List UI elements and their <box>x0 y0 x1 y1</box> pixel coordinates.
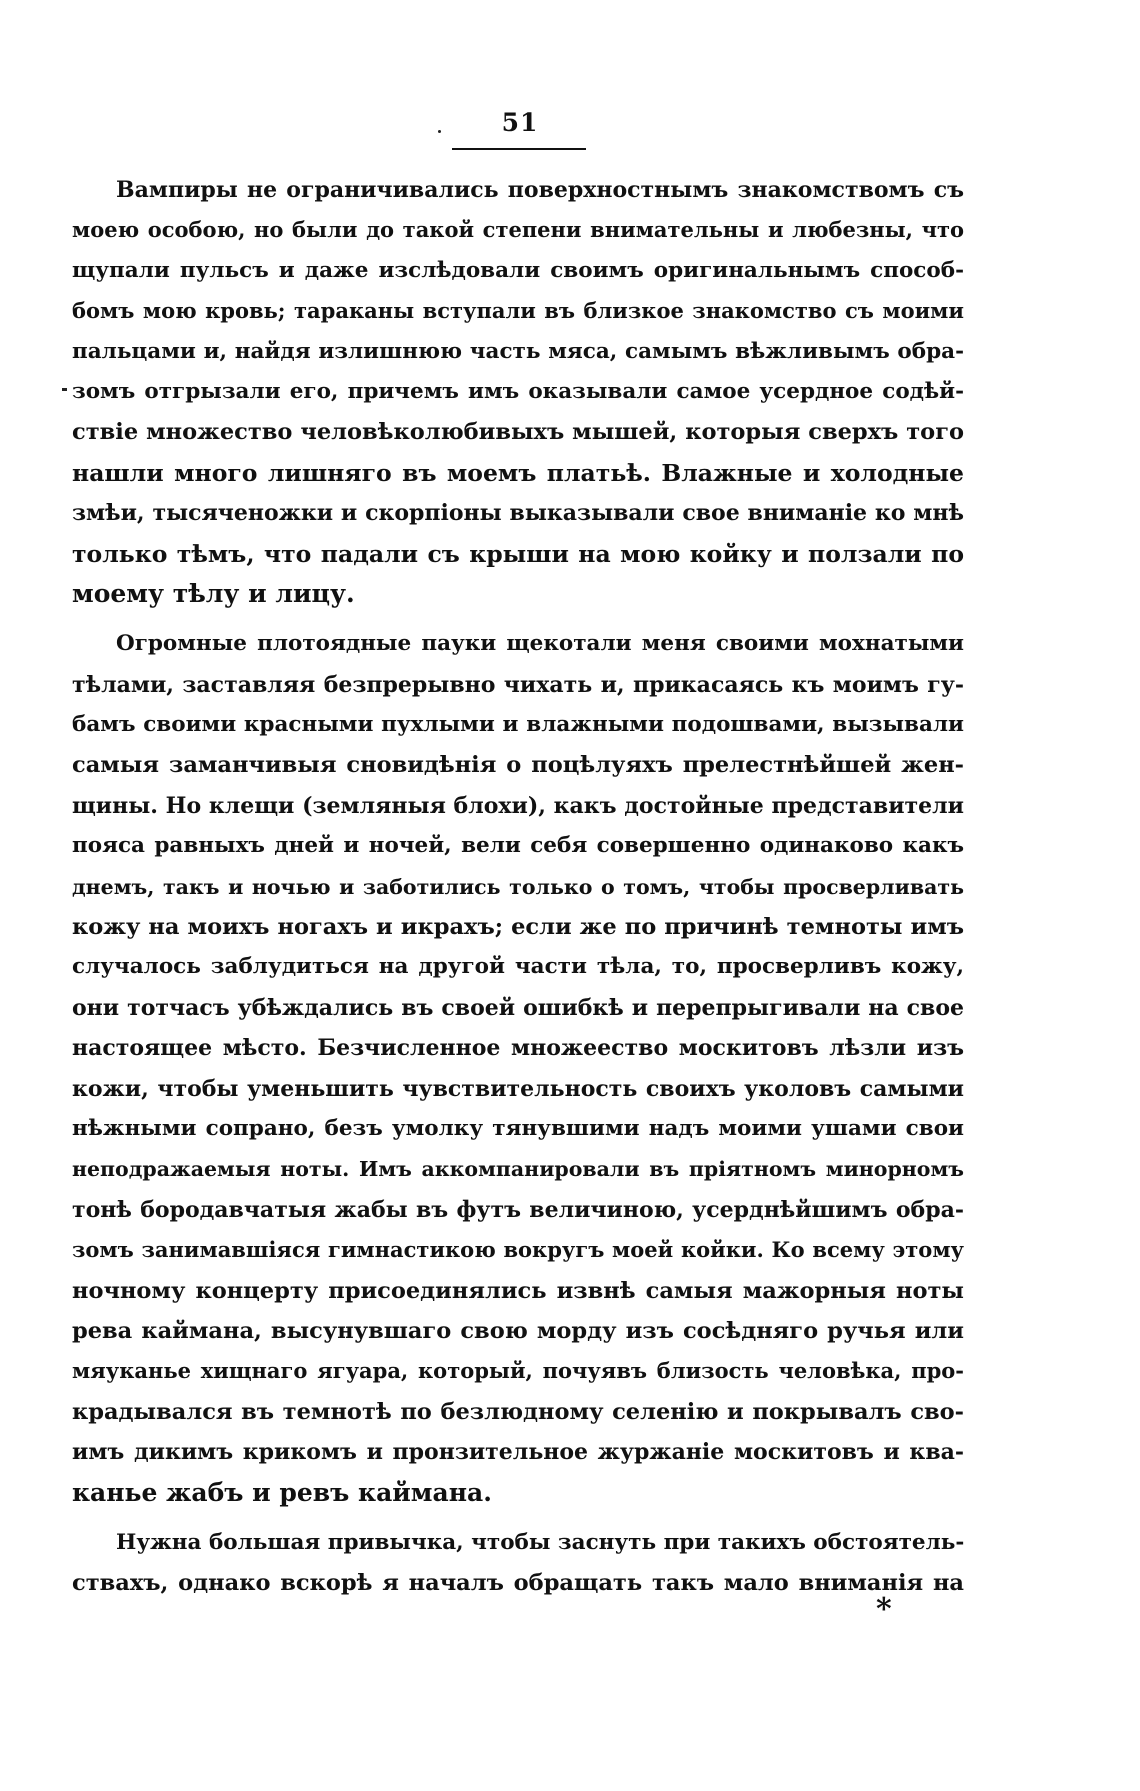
text-line: змѣи, тысяченожки и скорпіоны выказывали свое вниманіе ко мнѣ <box>72 500 964 527</box>
text-line: кожи, чтобы уменьшить чувствительность своихъ уколовъ самыми <box>72 1075 964 1102</box>
text-line: моему тѣлу и лицу. <box>72 578 355 608</box>
text-line: ствіе множество человѣколюбивыхъ мышей, которыя сверхъ того <box>72 419 964 446</box>
text-line: рева каймана, высунувшаго свою морду изъ сосѣдняго ручья или <box>72 1317 964 1344</box>
text-line: пояса равныхъ дней и ночей, вели себя совершенно одинаково какъ <box>72 833 964 859</box>
text-line: канье жабъ и ревъ каймана. <box>72 1477 492 1507</box>
text-line: тѣлами, заставляя безпрерывно чихать и, прикасаясь къ моимъ гу- <box>72 671 964 698</box>
page-number: 51 <box>501 108 539 137</box>
text-line: тонѣ бородавчатыя жабы въ футъ величиною, усерднѣйшимъ обра- <box>72 1196 964 1223</box>
text-line: они тотчасъ убѣждались въ своей ошибкѣ и перепрыгивали на свое <box>72 994 964 1021</box>
paragraph-1 <box>72 170 964 614</box>
text-line: крадывался въ темнотѣ по безлюдному селенію и покрывалъ сво- <box>72 1398 964 1425</box>
text-line: ствахъ, однако вскорѣ я началъ обращать такъ мало вниманія на <box>72 1570 964 1597</box>
text-line: щины. Но клещи (земляныя блохи), какъ достойные представители <box>72 792 964 819</box>
text-line: нашли много лишняго въ моемъ платьѣ. Влажные и холодные <box>72 458 964 487</box>
text-line: Огромные плотоядные пауки щекотали меня своими мохнатыми <box>116 631 964 657</box>
text-line: Нужна большая привычка, чтобы заснуть при такихъ обстоятель- <box>116 1529 964 1555</box>
text-line: бомъ мою кровь; тараканы вступали въ близкое знакомство съ моими <box>72 298 964 324</box>
margin-tick <box>62 388 67 391</box>
text-line: Вампиры не ограничивались поверхностнымъ знакомствомъ съ <box>116 177 964 203</box>
text-line: ночному концерту присоединялись извнѣ самыя мажорныя ноты <box>72 1277 964 1304</box>
paragraph-3 <box>72 1523 964 1604</box>
header-rule <box>452 148 586 150</box>
text-line: щупали пульсъ и даже изслѣдовали своимъ оригинальнымъ способ- <box>72 257 964 283</box>
text-line: мяуканье хищнаго ягуара, который, почуявъ близость человѣка, про- <box>72 1358 964 1384</box>
text-line: неподражаемыя ноты. Имъ аккомпанировали въ пріятномъ минорномъ <box>72 1157 964 1182</box>
text-line: только тѣмъ, что падали съ крыши на мою койку и ползали по <box>72 539 964 568</box>
text-line: днемъ, такъ и ночью и заботились только о томъ, чтобы просверливать <box>72 874 964 899</box>
text-line: настоящее мѣсто. Безчисленное множеество москитовъ лѣзли изъ <box>72 1035 964 1062</box>
text-line: пальцами и, найдя излишнюю часть мяса, самымъ вѣжливымъ обра- <box>72 338 964 364</box>
header-dot <box>438 130 441 133</box>
body-text <box>72 170 964 1604</box>
text-line: зомъ занимавшіяся гимнастикою вокругъ моей койки. Ко всему этому <box>72 1237 964 1263</box>
text-line: самыя заманчивыя сновидѣнія о поцѣлуяхъ прелестнѣйшей жен- <box>72 752 964 779</box>
signature-mark: * <box>876 1592 892 1627</box>
paragraph-2 <box>72 624 964 1513</box>
text-line: моею особою, но были до такой степени внимательны и любезны, что <box>72 217 964 243</box>
text-line: зомъ отгрызали его, причемъ имъ оказывали самое усердное содѣй- <box>72 378 964 404</box>
text-line: нѣжными сопрано, безъ умолку тянувшими надъ моими ушами свои <box>72 1115 964 1141</box>
text-line: бамъ своими красными пухлыми и влажными подошвами, вызывали <box>72 712 964 738</box>
text-line: случалось заблудиться на другой части тѣла, то, просверливъ кожу, <box>72 954 964 980</box>
text-line: кожу на моихъ ногахъ и икрахъ; если же по причинѣ темноты имъ <box>72 914 964 941</box>
text-line: имъ дикимъ крикомъ и пронзительное журжаніе москитовъ и ква- <box>72 1439 964 1466</box>
